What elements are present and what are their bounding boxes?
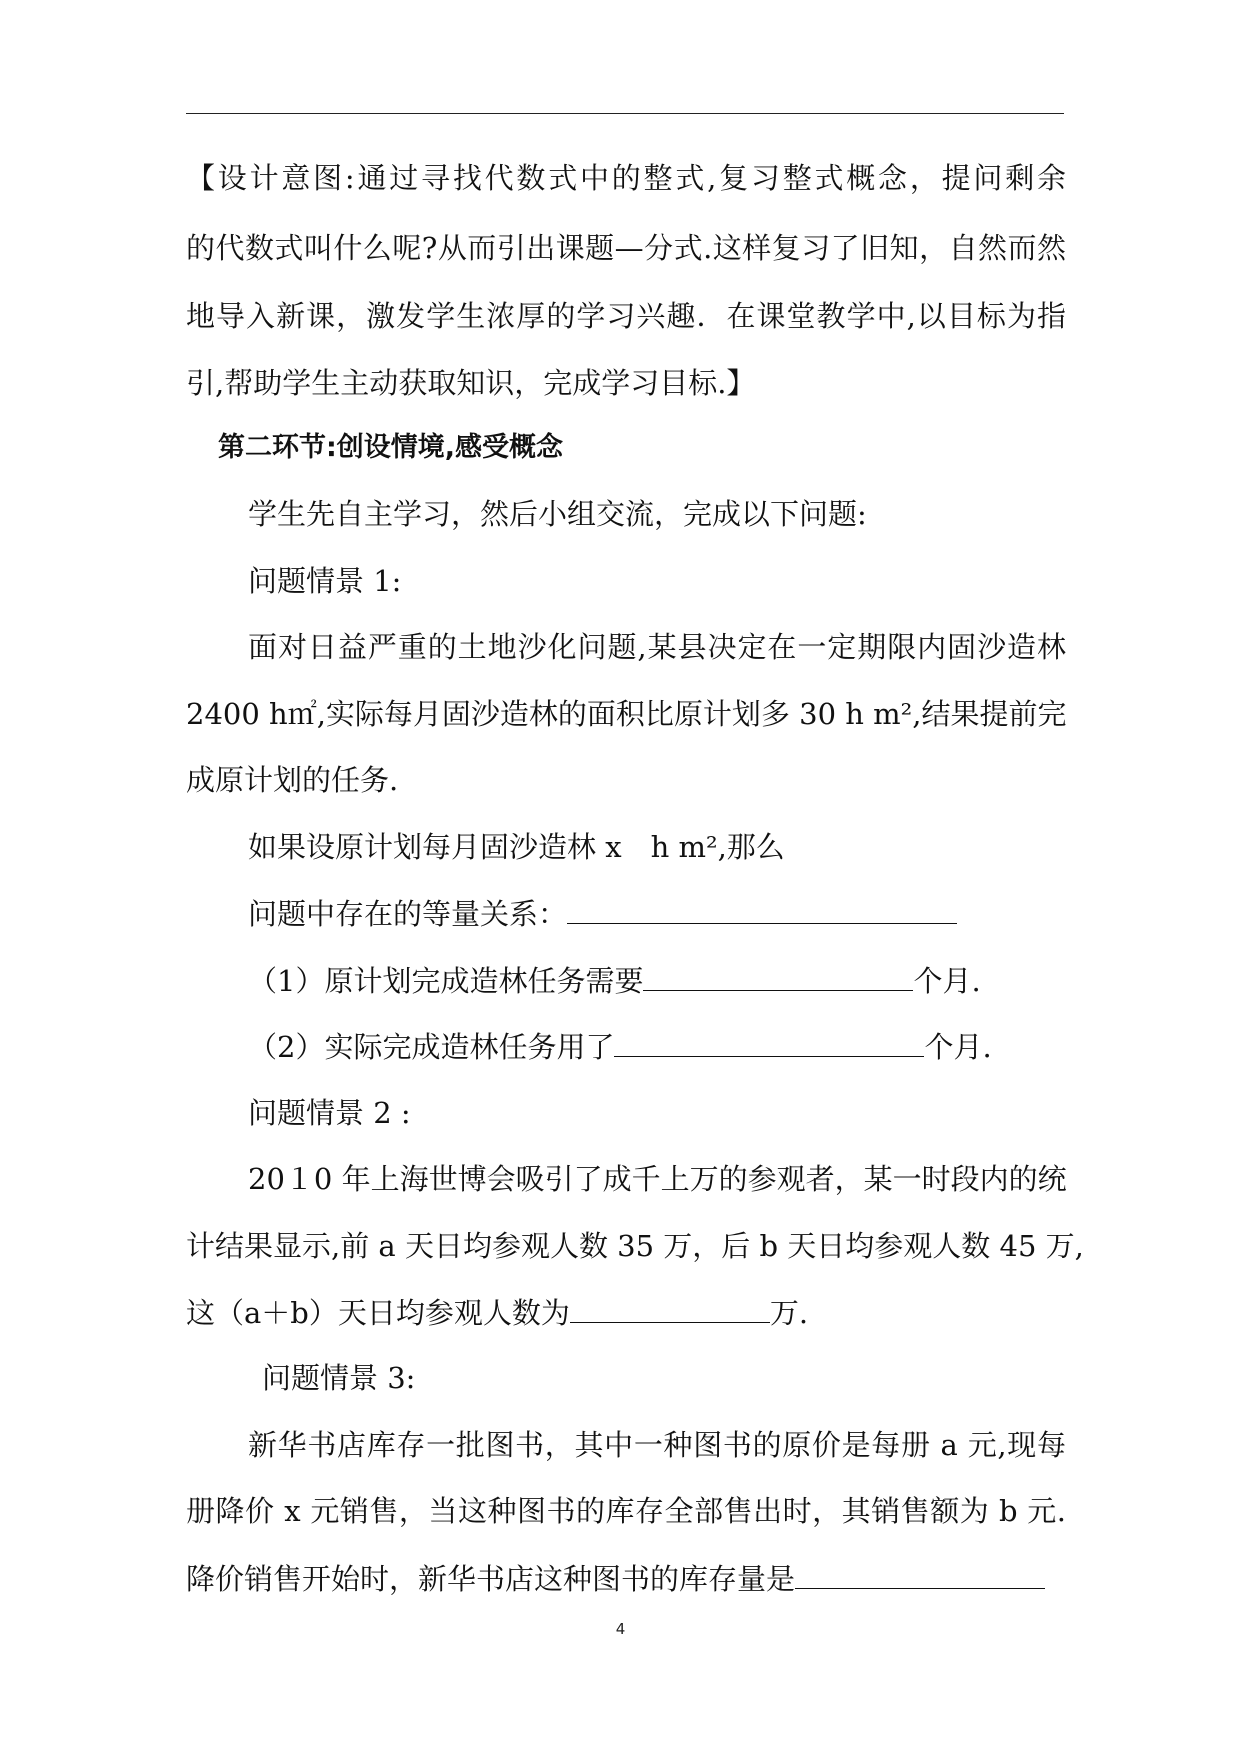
- scenario-2-line-1: 20１0 年上海世博会吸引了成千上万的参观者，某一时段内的统: [248, 1162, 1067, 1196]
- design-intent-line-4: 引,帮助学生主动获取知识，完成学习目标.】: [186, 366, 756, 400]
- section-intro: 学生先自主学习，然后小组交流，完成以下问题:: [248, 497, 867, 531]
- question-1-blank[interactable]: [643, 960, 913, 991]
- design-intent-line-2: 的代数式叫什么呢?从而引出课题—分式.这样复习了旧知，自然而然: [186, 231, 1066, 265]
- scenario-3-line-1: 新华书店库存一批图书，其中一种图书的原价是每册 a 元,现每: [248, 1428, 1066, 1462]
- page-number: 4: [615, 1620, 626, 1638]
- scenario-2-line-2: 计结果显示,前 a 天日均参观人数 35 万，后 b 天日均参观人数 45 万,: [186, 1229, 1084, 1263]
- question-2-blank[interactable]: [614, 1026, 924, 1057]
- equal-relation-row: [248, 893, 1128, 933]
- scenario-2-unit: 万.: [769, 1296, 809, 1330]
- question-1-row: [248, 960, 1128, 1000]
- question-2-unit: 个月.: [924, 1030, 992, 1064]
- scenario-3-label: 问题情景 3:: [262, 1361, 416, 1395]
- question-2-row: [248, 1026, 1128, 1066]
- scenario-3-line-2: 册降价 x 元销售，当这种图书的库存全部售出时，其销售额为 b 元.: [186, 1494, 1066, 1528]
- scenario-3-question-text: 降价销售开始时，新华书店这种图书的库存量是: [186, 1562, 796, 1596]
- question-2-text: （2）实际完成造林任务用了: [248, 1030, 615, 1064]
- design-intent-line-1: 【设计意图:通过寻找代数式中的整式,复习整式概念，提问剩余: [186, 161, 1066, 195]
- scenario-2-blank[interactable]: [570, 1292, 770, 1323]
- scenario-2-line-3: [186, 1292, 1066, 1332]
- question-1-text: （1）原计划完成造林任务需要: [248, 964, 644, 998]
- scenario-1-label: 问题情景 1:: [248, 564, 402, 598]
- question-1-unit: 个月.: [913, 964, 981, 998]
- header-rule: [186, 113, 1064, 114]
- design-intent-line-3: 地导入新课，激发学生浓厚的学习兴趣．在课堂教学中,以目标为指: [186, 299, 1066, 333]
- scenario-1-assumption: 如果设原计划每月固沙造林 x h m²,那么: [248, 830, 785, 864]
- scenario-2-question-text: 这（a＋b）天日均参观人数为: [186, 1296, 570, 1330]
- scenario-2-label: 问题情景 2 :: [248, 1096, 411, 1130]
- scenario-3-line-3: [186, 1558, 1066, 1598]
- section-heading: 第二环节:创设情境,感受概念: [218, 432, 564, 463]
- scenario-3-blank[interactable]: [795, 1558, 1045, 1589]
- equal-relation-blank[interactable]: [567, 893, 957, 924]
- scenario-1-line-3: 成原计划的任务.: [186, 763, 399, 797]
- equal-relation-label: 问题中存在的等量关系：: [248, 897, 568, 931]
- scenario-1-line-2: 2400 h㎡,实际每月固沙造林的面积比原计划多 30 h m²,结果提前完: [186, 697, 1067, 731]
- scenario-1-line-1: 面对日益严重的土地沙化问题,某县决定在一定期限内固沙造林: [248, 630, 1066, 664]
